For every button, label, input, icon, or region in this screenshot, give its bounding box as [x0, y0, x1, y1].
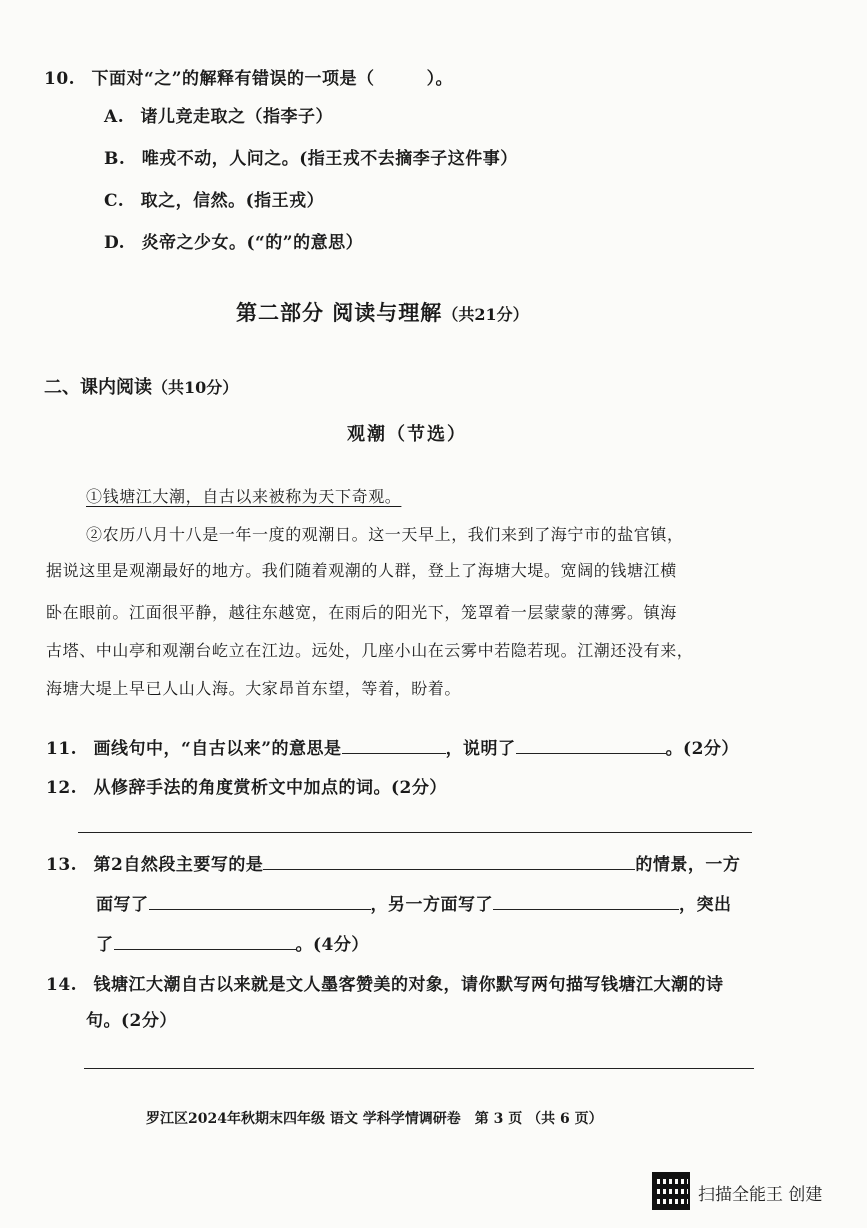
option-label: D. — [104, 233, 126, 253]
q13-number: 13. — [46, 855, 78, 875]
passage-underlined-sentence: ①钱塘江大潮，自古以来被称为天下奇观。 — [86, 487, 402, 506]
q13-text-e: ，突出 — [679, 895, 732, 915]
q11 — [46, 734, 739, 759]
option-text: 诸儿竞走取之（指李子） — [140, 107, 334, 127]
q11-text-b: ，说明了 — [445, 739, 516, 759]
option-text: 唯戎不动，人问之。(指王戎不去摘李子这件事） — [141, 149, 518, 169]
passage-title: 观潮（节选） — [347, 424, 467, 445]
q11-blank-2[interactable] — [516, 735, 666, 754]
passage-line: ②农历八月十八是一年一度的观潮日。这一天早上，我们来到了海宁市的盐官镇， — [86, 525, 684, 544]
part2-title: 第二部分 阅读与理解 — [236, 300, 443, 325]
q13-line-1 — [46, 850, 740, 875]
q11-text-c: 。(2分） — [665, 739, 739, 759]
q12 — [46, 773, 447, 798]
q13-text-c: 面写了 — [96, 895, 149, 915]
option-label: C. — [104, 191, 125, 211]
q10-stem-before: 下面对“之”的解释有错误的一项是（ — [91, 69, 375, 89]
q13-text-f: 了 — [96, 935, 114, 955]
part2-heading — [236, 297, 529, 327]
q14-number: 14. — [46, 975, 78, 995]
option-label: A. — [104, 107, 125, 127]
passage-line: 据说这里是观潮最好的地方。我们随着观潮的人群，登上了海塘大堤。宽阔的钱塘江横 — [46, 561, 677, 580]
option-text: 取之，信然。(指王戎） — [140, 191, 325, 211]
q13-blank-2[interactable] — [149, 891, 371, 910]
q10-option-c — [104, 186, 324, 211]
q14-text-1: 钱塘江大潮自古以来就是文人墨客赞美的对象，请你默写两句描写钱塘江大潮的诗 — [93, 975, 724, 995]
passage-line: 古塔、中山亭和观潮台屹立在江边。远处，几座小山在云雾中若隐若现。江潮还没有来， — [46, 641, 694, 660]
section2-title: 二、课内阅读 — [44, 377, 152, 398]
q13-line-2 — [96, 890, 732, 915]
page-footer: 罗江区2024年秋期末四年级 语文 学科学情调研卷 第 3 页 （共 6 页） — [146, 1111, 603, 1127]
option-label: B. — [104, 149, 126, 169]
q11-text-a: 画线句中，“自古以来”的意思是 — [93, 739, 342, 759]
passage-line: 海塘大堤上早已人山人海。大家昂首东望，等着，盼着。 — [46, 679, 462, 698]
q13-text-g: 。(4分） — [295, 935, 369, 955]
q13-blank-1[interactable] — [263, 851, 635, 870]
q13-text-d: ，另一方面写了 — [370, 895, 493, 915]
scanner-watermark: 扫描全能王 创建 — [698, 1185, 823, 1205]
option-text: 炎帝之少女。(“的”的意思） — [141, 233, 364, 253]
q11-blank-1[interactable] — [342, 735, 446, 754]
qr-code-icon — [652, 1172, 690, 1210]
q14-line-2: 句。(2分） — [86, 1011, 177, 1031]
section2-score: （共10分） — [152, 378, 239, 397]
q13-blank-3[interactable] — [493, 891, 679, 910]
q12-number: 12. — [46, 778, 78, 798]
q10 — [44, 64, 453, 89]
q10-option-d — [104, 228, 363, 253]
section2-heading — [44, 373, 238, 399]
q12-text: 从修辞手法的角度赏析文中加点的词。(2分） — [93, 778, 447, 798]
q10-stem-after: ）。 — [426, 69, 454, 89]
q13-text-b: 的情景，一方 — [635, 855, 741, 875]
q10-option-b — [104, 144, 518, 169]
passage-line: 卧在眼前。江面很平静，越往东越宽，在雨后的阳光下，笼罩着一层蒙蒙的薄雾。镇海 — [46, 603, 677, 622]
q11-number: 11. — [46, 739, 78, 759]
q10-option-a — [104, 102, 333, 127]
q12-answer-line[interactable] — [78, 832, 752, 833]
q13-blank-4[interactable] — [114, 931, 296, 950]
q14-answer-line[interactable] — [84, 1068, 754, 1069]
q14-line-1 — [46, 970, 724, 995]
q13-line-3 — [96, 930, 369, 955]
q13-text-a: 第2自然段主要写的是 — [93, 855, 264, 875]
part2-score: （共21分） — [442, 305, 529, 324]
q10-number: 10. — [44, 69, 76, 89]
